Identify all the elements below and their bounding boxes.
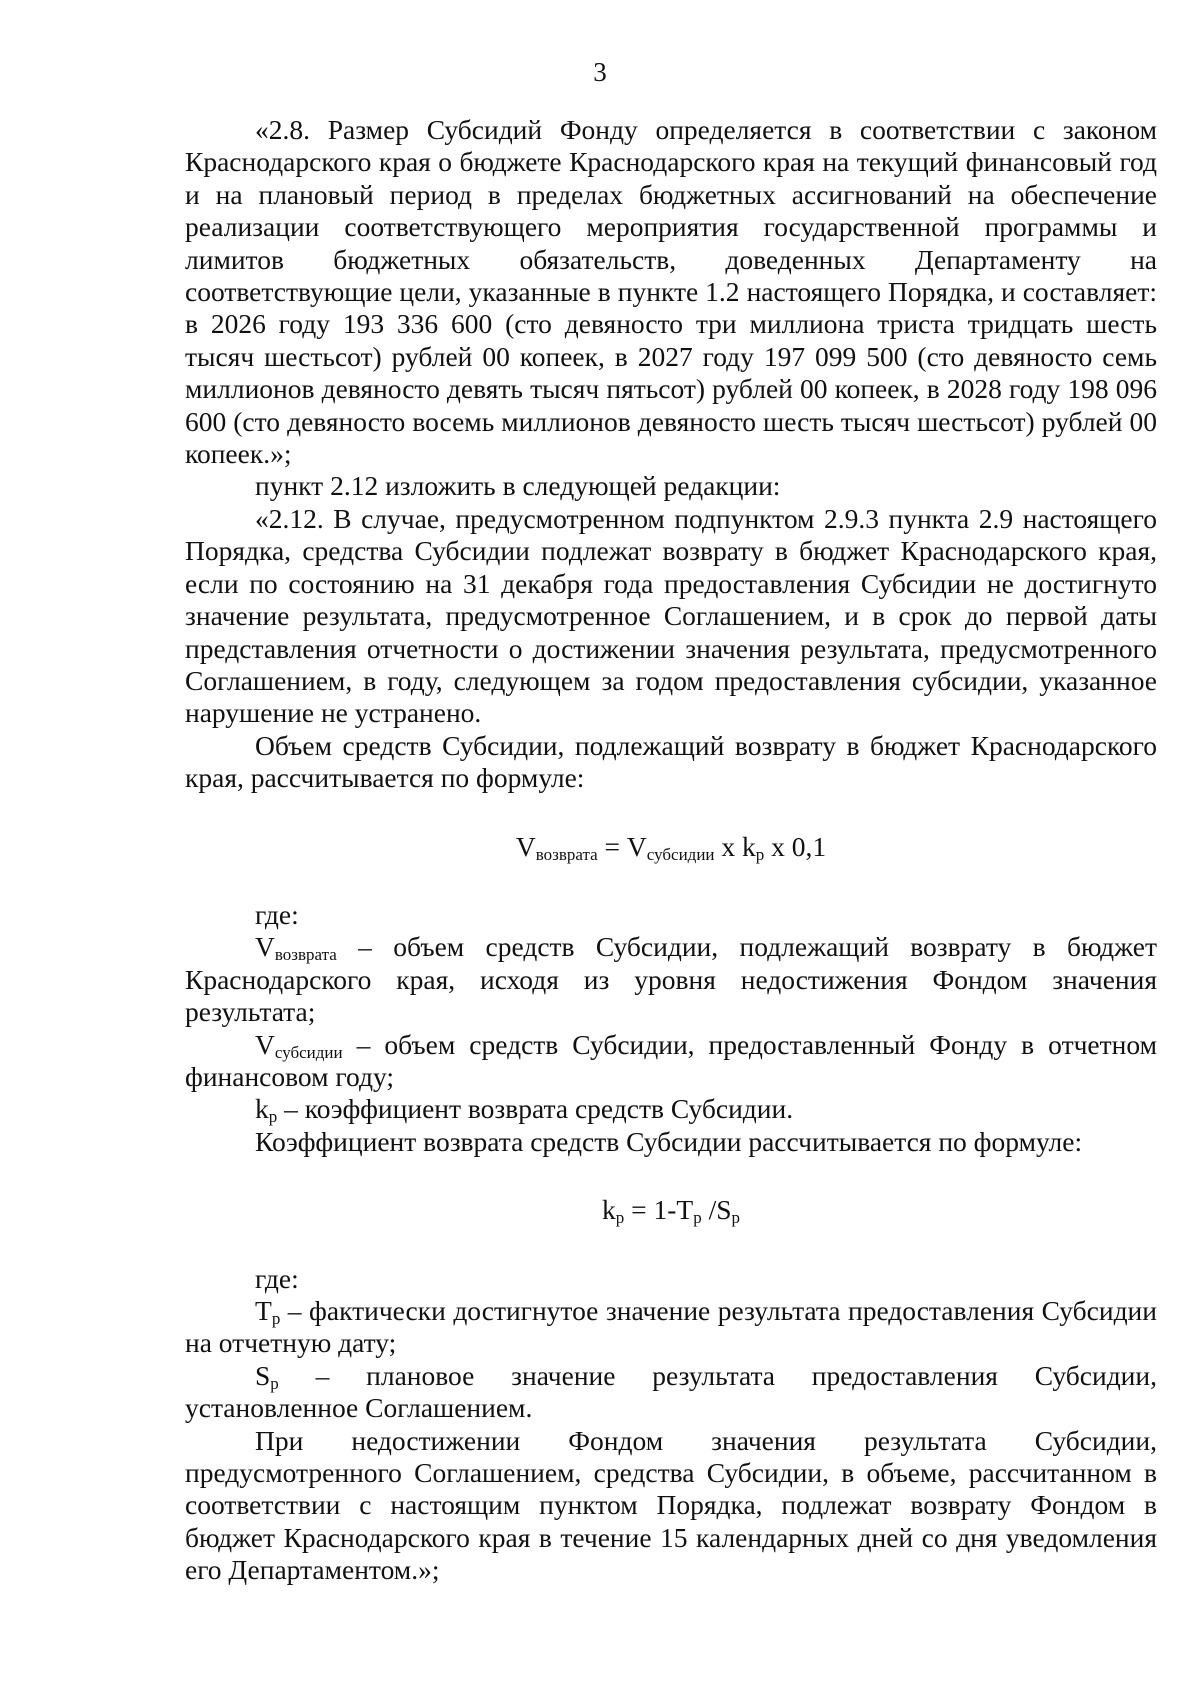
where-label-2: где: <box>255 1262 299 1294</box>
paragraph-coefficient: Коэффициент возврата средств Субсидии рассчитывается по формуле: <box>255 1125 1083 1157</box>
formula-coefficient: $k_р = 1-T_р$ $/S_р$ <box>601 1194 741 1228</box>
document-body <box>185 114 1157 1587</box>
paragraph-return-volume: Объем средств Субсидии, подлежащий возврату в бюджет Краснодарского края, рассчитывается по формуле: <box>185 729 1157 794</box>
paragraph-2-8: «2.8. Размер Субсидий Фонду определяется в соответствии с законом Краснодарского края о бюджете Краснодарского края на текущий финансовый год и на плановый период в пределах бюджетных ассигнований на обеспечение реализации соответствующего мероприятия государственной программы и лимитов бюджетных обязательств, доведенных Департаменту на соответствующие цели, указанные в пункте 1.2 настоящего Порядка, и составляет: в 2026 году 193 336 600 (сто девяносто три миллиона триста тридцать шесть тысяч шестьсот) рублей 00 копеек, в 2027 году 197 099 500 (сто девяносто семь миллионов девяносто девять тысяч пятьсот) рублей 00 копеек, в 2028 году 198 096 600 (сто девяносто восемь миллионов девяносто шесть тысяч шестьсот) рублей 00 копеек.»; <box>185 114 1157 470</box>
formula-return-volume: $V_{возврата} = V_{субсидии}$ x $k_р$ x 0,1 <box>515 830 827 864</box>
page-number: 3 <box>593 57 607 87</box>
definition-v-vozvrata: $V_{возврата}$ – объем средств Субсидии, подлежащий возврату в бюджет Краснодарского края, исходя из уровня недостижения Фондом значения результата; <box>185 931 1157 1028</box>
definition-v-subsidii: $V_{субсидии}$ – объем средств Субсидии, предоставленный Фонду в отчетном финансовом году; <box>185 1028 1157 1092</box>
paragraph-2-12: «2.12. В случае, предусмотренном подпунктом 2.9.3 пункта 2.9 настоящего Порядка, средства Субсидии подлежат возврату в бюджет Краснодарского края, если по состоянию на 31 декабря года предоставления Субсидии не достигнуто значение результата, предусмотренное Соглашением, и в срок до первой даты представления отчетности о достижении значения результата, предусмотренного Соглашением, в году, следующем за годом предоставления субсидии, указанное нарушение не устранено. <box>185 502 1157 729</box>
where-label-1: где: <box>255 898 299 930</box>
paragraph-instruction: пункт 2.12 изложить в следующей редакции: <box>255 470 781 502</box>
definition-tp: $T_р$ – фактически достигнутое значение результата предоставления Субсидии на отчетную дату; <box>185 1295 1157 1359</box>
definition-kp: $k_р$ – коэффициент возврата средств Субсидии. <box>255 1093 794 1127</box>
paragraph-non-achievement: При недостижении Фондом значения результата Субсидии, предусмотренного Соглашением, средства Субсидии, в объеме, рассчитанном в соответствии с настоящим пунктом Порядка, подлежат возврату Фондом в бюджет Краснодарского края в течение 15 календарных дней со дня уведомления его Департаментом.»; <box>185 1424 1157 1586</box>
definition-sp: $S_р$ – плановое значение результата предоставления Субсидии, установленное Соглашением. <box>185 1359 1157 1424</box>
